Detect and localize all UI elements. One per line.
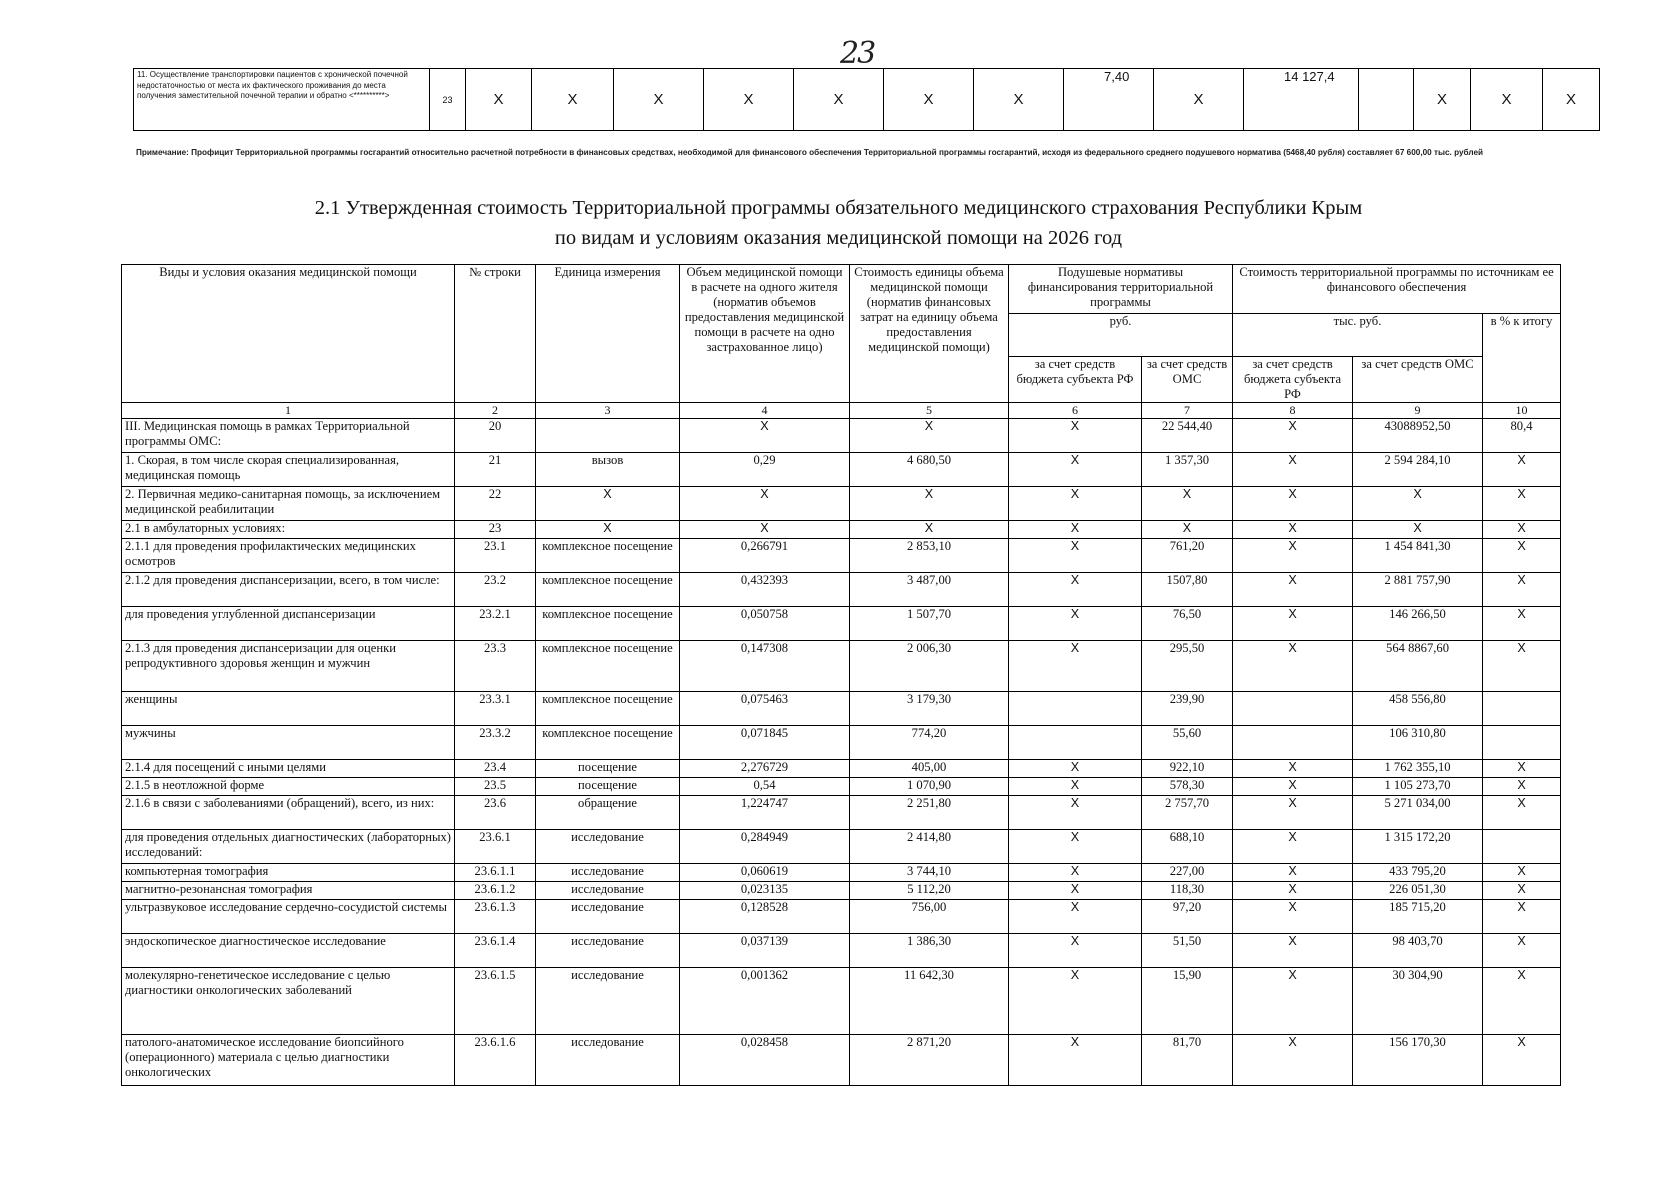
row-total-budget: Х xyxy=(1233,830,1353,864)
row-percapita-oms: 76,50 xyxy=(1142,607,1233,641)
row-percent: Х xyxy=(1483,607,1561,641)
header-thous-rub: тыс. руб. xyxy=(1233,314,1483,357)
row-name: 2.1.1 для проведения профилактических медицинских осмотров xyxy=(122,539,455,573)
row-unit: исследование xyxy=(536,900,680,934)
row-unit: комплексное посещение xyxy=(536,692,680,726)
row-percent: Х xyxy=(1483,1035,1561,1086)
row-volume: 1,224747 xyxy=(680,796,850,830)
row-no: 23.2.1 xyxy=(455,607,536,641)
table-row xyxy=(122,607,1561,641)
row-total-oms: Х xyxy=(1353,487,1483,521)
row-total-oms: 226 051,30 xyxy=(1353,882,1483,900)
table-body xyxy=(122,419,1561,1086)
row-no: 23.6 xyxy=(455,796,536,830)
header-volume: Объем медицинской помощи в расчете на одного жителя (норматив объемов предоставления медицинской помощи в расчете на одно застрахованное лицо) xyxy=(680,265,850,403)
row-percapita-budget: Х xyxy=(1009,778,1142,796)
header-per-capita: Подушевые нормативы финансирования территориальной программы xyxy=(1009,265,1233,314)
row-total-budget: Х xyxy=(1233,882,1353,900)
row-no: 23 xyxy=(455,521,536,539)
row-total-oms: 1 454 841,30 xyxy=(1353,539,1483,573)
x-mark: Х xyxy=(614,69,704,131)
table-row xyxy=(122,1035,1561,1086)
row-percapita-oms: 97,20 xyxy=(1142,900,1233,934)
table-row xyxy=(122,778,1561,796)
x-mark: Х xyxy=(1414,69,1471,131)
row-percapita-budget xyxy=(1009,726,1142,760)
row-total-oms: 1 315 172,20 xyxy=(1353,830,1483,864)
row-total-budget: Х xyxy=(1233,641,1353,692)
section-title xyxy=(0,193,1677,253)
row-percapita-budget: Х xyxy=(1009,521,1142,539)
row-cost: 756,00 xyxy=(850,900,1009,934)
row-percent: Х xyxy=(1483,760,1561,778)
row-no: 23.6.1 xyxy=(455,830,536,864)
row-percapita-oms: 761,20 xyxy=(1142,539,1233,573)
x-mark: Х xyxy=(704,69,794,131)
row-total-oms: 30 304,90 xyxy=(1353,968,1483,1035)
row-total-oms: 458 556,80 xyxy=(1353,692,1483,726)
row-total-budget: Х xyxy=(1233,778,1353,796)
row-unit: обращение xyxy=(536,796,680,830)
row-unit: исследование xyxy=(536,1035,680,1086)
row-percapita-budget: Х xyxy=(1009,419,1142,453)
row-total-budget xyxy=(1233,726,1353,760)
row-total-budget: Х xyxy=(1233,760,1353,778)
row-name: 1. Скорая, в том числе скорая специализированная, медицинская помощь xyxy=(122,453,455,487)
row-no: 23.1 xyxy=(455,539,536,573)
header-oms: за счет средств ОМС xyxy=(1353,357,1483,403)
row-total-oms: 98 403,70 xyxy=(1353,934,1483,968)
row-total-oms: 106 310,80 xyxy=(1353,726,1483,760)
row-cost: 2 871,20 xyxy=(850,1035,1009,1086)
table-row xyxy=(122,521,1561,539)
x-mark: Х xyxy=(1154,69,1244,131)
row-no: 23.6.1.4 xyxy=(455,934,536,968)
x-mark: Х xyxy=(1471,69,1543,131)
row-total-oms: 1 105 273,70 xyxy=(1353,778,1483,796)
row-total-budget: Х xyxy=(1233,487,1353,521)
row-cost: 1 507,70 xyxy=(850,607,1009,641)
row-cost: 3 179,30 xyxy=(850,692,1009,726)
row-name: молекулярно-генетическое исследование с целью диагностики онкологических заболеваний xyxy=(122,968,455,1035)
row-unit: Х xyxy=(536,521,680,539)
row-name: для проведения отдельных диагностических (лабораторных) исследований: xyxy=(122,830,455,864)
row-percapita-oms: 688,10 xyxy=(1142,830,1233,864)
top-fragment-row-no: 23 xyxy=(430,69,466,131)
header-row xyxy=(122,265,1561,314)
row-percapita-budget: Х xyxy=(1009,641,1142,692)
column-number: 8 xyxy=(1233,403,1353,419)
row-percapita-budget: Х xyxy=(1009,882,1142,900)
row-volume: 0,266791 xyxy=(680,539,850,573)
section-title-line-1: 2.1 Утвержденная стоимость Территориальной программы обязательного медицинского страхования Республики Крым xyxy=(314,197,1363,219)
row-unit: исследование xyxy=(536,882,680,900)
row-cost: Х xyxy=(850,419,1009,453)
row-percent: Х xyxy=(1483,453,1561,487)
row-total-budget: Х xyxy=(1233,607,1353,641)
row-name: ультразвуковое исследование сердечно-сосудистой системы xyxy=(122,900,455,934)
row-percent: Х xyxy=(1483,900,1561,934)
row-cost: 405,00 xyxy=(850,760,1009,778)
row-percapita-oms: 22 544,40 xyxy=(1142,419,1233,453)
row-cost: 2 006,30 xyxy=(850,641,1009,692)
row-percapita-budget: Х xyxy=(1009,487,1142,521)
table-row xyxy=(122,900,1561,934)
x-mark: Х xyxy=(974,69,1064,131)
row-percent: Х xyxy=(1483,539,1561,573)
row-total-budget: Х xyxy=(1233,1035,1353,1086)
row-percent: Х xyxy=(1483,521,1561,539)
table-row xyxy=(122,726,1561,760)
row-total-oms: 146 266,50 xyxy=(1353,607,1483,641)
row-volume: 0,060619 xyxy=(680,864,850,882)
row-percapita-budget: Х xyxy=(1009,760,1142,778)
cost-table xyxy=(121,264,1561,1086)
table-row xyxy=(122,539,1561,573)
row-name: компьютерная томография xyxy=(122,864,455,882)
row-percapita-oms: 1 357,30 xyxy=(1142,453,1233,487)
row-percapita-oms: 1507,80 xyxy=(1142,573,1233,607)
row-cost: 2 853,10 xyxy=(850,539,1009,573)
row-unit xyxy=(536,419,680,453)
row-unit: комплексное посещение xyxy=(536,607,680,641)
row-total-budget: Х xyxy=(1233,796,1353,830)
header-kinds: Виды и условия оказания медицинской помощи xyxy=(122,265,455,403)
row-percapita-oms: Х xyxy=(1142,487,1233,521)
row-cost: Х xyxy=(850,521,1009,539)
column-number: 6 xyxy=(1009,403,1142,419)
row-volume: 0,037139 xyxy=(680,934,850,968)
row-total-oms: 5 271 034,00 xyxy=(1353,796,1483,830)
row-unit: Х xyxy=(536,487,680,521)
table-row xyxy=(122,487,1561,521)
row-volume: 0,54 xyxy=(680,778,850,796)
row-percapita-budget: Х xyxy=(1009,968,1142,1035)
row-no: 23.3 xyxy=(455,641,536,692)
row-unit: исследование xyxy=(536,864,680,882)
table-row xyxy=(122,864,1561,882)
row-total-budget: Х xyxy=(1233,521,1353,539)
row-unit: комплексное посещение xyxy=(536,573,680,607)
row-unit: вызов xyxy=(536,453,680,487)
table-row xyxy=(122,573,1561,607)
row-percent: Х xyxy=(1483,934,1561,968)
row-total-oms: 185 715,20 xyxy=(1353,900,1483,934)
row-unit: исследование xyxy=(536,934,680,968)
row-no: 23.6.1.6 xyxy=(455,1035,536,1086)
row-no: 22 xyxy=(455,487,536,521)
table-row xyxy=(122,830,1561,864)
row-unit: посещение xyxy=(536,760,680,778)
row-volume: Х xyxy=(680,521,850,539)
row-volume: 0,028458 xyxy=(680,1035,850,1086)
row-percapita-budget: Х xyxy=(1009,934,1142,968)
row-percent: Х xyxy=(1483,968,1561,1035)
top-fragment-row xyxy=(134,69,1600,131)
row-name: 2.1.4 для посещений с иными целями xyxy=(122,760,455,778)
row-percapita-oms: 15,90 xyxy=(1142,968,1233,1035)
row-percent xyxy=(1483,692,1561,726)
row-volume: Х xyxy=(680,419,850,453)
row-no: 23.4 xyxy=(455,760,536,778)
row-percent: Х xyxy=(1483,641,1561,692)
table-row xyxy=(122,692,1561,726)
row-volume: 0,432393 xyxy=(680,573,850,607)
row-no: 23.2 xyxy=(455,573,536,607)
row-percapita-oms: 239,90 xyxy=(1142,692,1233,726)
row-no: 23.5 xyxy=(455,778,536,796)
row-cost: 3 487,00 xyxy=(850,573,1009,607)
row-volume: 0,128528 xyxy=(680,900,850,934)
row-percent: Х xyxy=(1483,796,1561,830)
row-percapita-oms: 55,60 xyxy=(1142,726,1233,760)
row-name: патолого-анатомическое исследование биопсийного (операционного) материала с целью диагностики онкологических xyxy=(122,1035,455,1086)
row-percapita-budget: Х xyxy=(1009,539,1142,573)
header-rub: руб. xyxy=(1009,314,1233,357)
top-fragment-title: 11. Осуществление транспортировки пациентов с хронической почечной недостаточностью от места их фактического проживания до места получения заместительной почечной терапии и обратно <**********> xyxy=(134,69,430,131)
row-percent: Х xyxy=(1483,864,1561,882)
table-row xyxy=(122,796,1561,830)
row-percent: 80,4 xyxy=(1483,419,1561,453)
row-total-oms: 43088952,50 xyxy=(1353,419,1483,453)
x-mark: Х xyxy=(466,69,532,131)
row-no: 23.6.1.5 xyxy=(455,968,536,1035)
section-title-line-2: по видам и условиям оказания медицинской помощи на 2026 год xyxy=(554,227,1123,249)
row-percapita-oms: 922,10 xyxy=(1142,760,1233,778)
row-percapita-oms: 118,30 xyxy=(1142,882,1233,900)
column-number: 1 xyxy=(122,403,455,419)
header-percent: в % к итогу xyxy=(1483,314,1561,403)
row-name: для проведения углубленной диспансеризации xyxy=(122,607,455,641)
column-number: 2 xyxy=(455,403,536,419)
row-percent: Х xyxy=(1483,882,1561,900)
row-percent xyxy=(1483,726,1561,760)
row-percapita-budget: Х xyxy=(1009,864,1142,882)
row-name: мужчины xyxy=(122,726,455,760)
row-unit: комплексное посещение xyxy=(536,539,680,573)
row-percapita-oms: 81,70 xyxy=(1142,1035,1233,1086)
table-row xyxy=(122,882,1561,900)
row-name: 2.1.3 для проведения диспансеризации для оценки репродуктивного здоровья женщин и мужчин xyxy=(122,641,455,692)
row-name: эндоскопическое диагностическое исследование xyxy=(122,934,455,968)
header-numbers-row xyxy=(122,403,1561,419)
row-cost: 2 251,80 xyxy=(850,796,1009,830)
row-total-budget: Х xyxy=(1233,539,1353,573)
column-number: 3 xyxy=(536,403,680,419)
row-cost: 4 680,50 xyxy=(850,453,1009,487)
row-volume: 0,147308 xyxy=(680,641,850,692)
row-percapita-budget: Х xyxy=(1009,1035,1142,1086)
column-number: 9 xyxy=(1353,403,1483,419)
row-cost: 5 112,20 xyxy=(850,882,1009,900)
table-row xyxy=(122,453,1561,487)
row-no: 23.3.2 xyxy=(455,726,536,760)
row-total-budget: Х xyxy=(1233,419,1353,453)
row-cost: 2 414,80 xyxy=(850,830,1009,864)
page-number: 23 xyxy=(840,36,875,71)
x-mark: Х xyxy=(794,69,884,131)
row-volume: 0,075463 xyxy=(680,692,850,726)
row-total-budget xyxy=(1233,692,1353,726)
row-unit: исследование xyxy=(536,968,680,1035)
header-unit: Единица измерения xyxy=(536,265,680,403)
row-no: 23.3.1 xyxy=(455,692,536,726)
row-name: женщины xyxy=(122,692,455,726)
row-total-budget: Х xyxy=(1233,573,1353,607)
row-percapita-oms: 227,00 xyxy=(1142,864,1233,882)
row-percapita-oms: 295,50 xyxy=(1142,641,1233,692)
row-cost: 1 070,90 xyxy=(850,778,1009,796)
row-total-budget: Х xyxy=(1233,968,1353,1035)
row-name: 2.1.2 для проведения диспансеризации, всего, в том числе: xyxy=(122,573,455,607)
row-percent: Х xyxy=(1483,778,1561,796)
row-unit: комплексное посещение xyxy=(536,726,680,760)
note-text: Примечание: Профицит Территориальной программы госгарантий относительно расчетной потребности в финансовых средствах, необходимой для финансового обеспечения Территориальной программы госгарантий, исходя из федерального среднего подушевого норматива (5468,40 рубля) составляет 67 600,00 тыс. рублей xyxy=(136,148,1484,157)
row-percapita-budget: Х xyxy=(1009,900,1142,934)
row-total-budget: Х xyxy=(1233,934,1353,968)
row-cost: 3 744,10 xyxy=(850,864,1009,882)
row-percapita-budget: Х xyxy=(1009,607,1142,641)
table-row xyxy=(122,968,1561,1035)
row-name: 2.1.5 в неотложной форме xyxy=(122,778,455,796)
row-name: 2.1.6 в связи с заболеваниями (обращений), всего, из них: xyxy=(122,796,455,830)
row-total-budget: Х xyxy=(1233,900,1353,934)
row-name: III. Медицинская помощь в рамках Территориальной программы ОМС: xyxy=(122,419,455,453)
header-budget: за счет средств бюджета субъекта РФ xyxy=(1009,357,1142,403)
row-total-budget: Х xyxy=(1233,453,1353,487)
row-volume: 0,001362 xyxy=(680,968,850,1035)
column-number: 10 xyxy=(1483,403,1561,419)
row-percent xyxy=(1483,830,1561,864)
top-fragment-table xyxy=(133,68,1600,131)
row-unit: комплексное посещение xyxy=(536,641,680,692)
row-unit: исследование xyxy=(536,830,680,864)
top-fragment-value-b: 14 127,4 xyxy=(1244,69,1359,131)
table-row xyxy=(122,641,1561,692)
row-volume: 0,284949 xyxy=(680,830,850,864)
row-name: 2.1 в амбулаторных условиях: xyxy=(122,521,455,539)
row-no: 23.6.1.2 xyxy=(455,882,536,900)
row-percapita-budget: Х xyxy=(1009,573,1142,607)
empty-cell xyxy=(1359,69,1414,131)
top-fragment-value-a: 7,40 xyxy=(1064,69,1154,131)
table-row xyxy=(122,934,1561,968)
row-total-oms: 2 594 284,10 xyxy=(1353,453,1483,487)
row-percapita-oms: 51,50 xyxy=(1142,934,1233,968)
column-number: 4 xyxy=(680,403,850,419)
row-volume: Х xyxy=(680,487,850,521)
header-oms: за счет средств ОМС xyxy=(1142,357,1233,403)
row-cost: Х xyxy=(850,487,1009,521)
row-percapita-budget xyxy=(1009,692,1142,726)
row-percapita-oms: 2 757,70 xyxy=(1142,796,1233,830)
row-percent: Х xyxy=(1483,573,1561,607)
row-total-oms: Х xyxy=(1353,521,1483,539)
row-total-oms: 156 170,30 xyxy=(1353,1035,1483,1086)
row-total-oms: 433 795,20 xyxy=(1353,864,1483,882)
row-percapita-budget: Х xyxy=(1009,830,1142,864)
row-no: 23.6.1.1 xyxy=(455,864,536,882)
row-name: 2. Первичная медико-санитарная помощь, за исключением медицинской реабилитации xyxy=(122,487,455,521)
row-unit: посещение xyxy=(536,778,680,796)
row-total-oms: 564 8867,60 xyxy=(1353,641,1483,692)
header-cost: Стоимость единицы объема медицинской помощи (норматив финансовых затрат на единицу объема предоставления медицинской помощи) xyxy=(850,265,1009,403)
row-percapita-oms: 578,30 xyxy=(1142,778,1233,796)
x-mark: Х xyxy=(532,69,614,131)
row-no: 21 xyxy=(455,453,536,487)
header-budget: за счет средств бюджета субъекта РФ xyxy=(1233,357,1353,403)
row-cost: 11 642,30 xyxy=(850,968,1009,1035)
column-number: 7 xyxy=(1142,403,1233,419)
row-no: 20 xyxy=(455,419,536,453)
table-row xyxy=(122,419,1561,453)
row-cost: 1 386,30 xyxy=(850,934,1009,968)
row-percent: Х xyxy=(1483,487,1561,521)
row-cost: 774,20 xyxy=(850,726,1009,760)
row-total-oms: 1 762 355,10 xyxy=(1353,760,1483,778)
row-percapita-budget: Х xyxy=(1009,453,1142,487)
row-volume: 0,071845 xyxy=(680,726,850,760)
header-row-no: № строки xyxy=(455,265,536,403)
row-volume: 0,050758 xyxy=(680,607,850,641)
row-total-budget: Х xyxy=(1233,864,1353,882)
row-no: 23.6.1.3 xyxy=(455,900,536,934)
row-total-oms: 2 881 757,90 xyxy=(1353,573,1483,607)
table-row xyxy=(122,760,1561,778)
row-volume: 0,29 xyxy=(680,453,850,487)
row-percapita-budget: Х xyxy=(1009,796,1142,830)
row-percapita-oms: Х xyxy=(1142,521,1233,539)
row-name: магнитно-резонансная томография xyxy=(122,882,455,900)
row-volume: 0,023135 xyxy=(680,882,850,900)
x-mark: Х xyxy=(1543,69,1600,131)
column-number: 5 xyxy=(850,403,1009,419)
header-program-cost: Стоимость территориальной программы по источникам ее финансового обеспечения xyxy=(1233,265,1561,314)
row-volume: 2,276729 xyxy=(680,760,850,778)
x-mark: Х xyxy=(884,69,974,131)
